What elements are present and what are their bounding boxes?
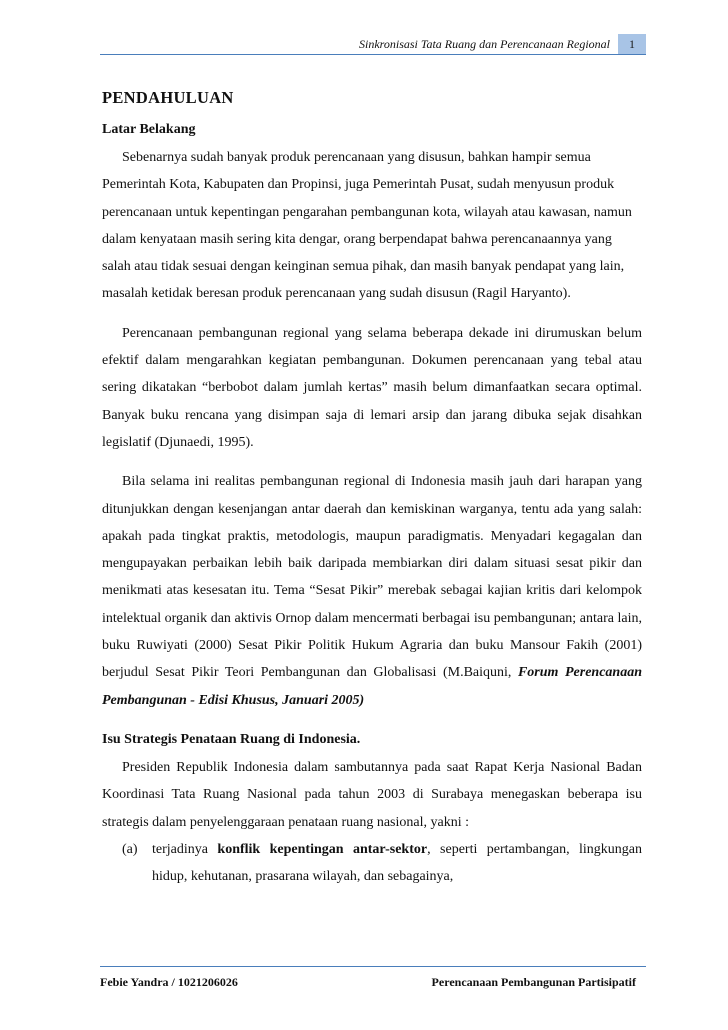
- section-heading-isu-strategis: Isu Strategis Penataan Ruang di Indonesia.: [102, 731, 361, 747]
- page-footer: [100, 966, 646, 987]
- list-item: [102, 836, 642, 891]
- footer-author: Febie Yandra / 1021206026: [100, 975, 238, 989]
- paragraph-4: Presiden Republik Indonesia dalam sambutannya pada saat Rapat Kerja Nasional Badan Koordinasi Tata Ruang Nasional pada tahun 2003 di Surabaya menegaskan beberapa isu strategis dalam penyelenggaraan penataan ruang nasional, yakni :: [102, 759, 642, 830]
- header-title: Sinkronisasi Tata Ruang dan Perencanaan Regional: [359, 37, 610, 51]
- page-header: [100, 34, 646, 55]
- citation-source: Forum Perencanaan Pembangunan - Edisi Khusus, Januari 2005): [102, 665, 642, 708]
- paragraph-3-text: Bila selama ini realitas pembangunan regional di Indonesia masih jauh dari harapan yang ditunjukkan dengan kesenjangan antar daerah dan kemiskinan warganya, tentu ada yang salah: apakah pada tingkat praktis, metodologis, maupun paradigmatis. Menyadari kegagalan dan mengupayakan perbaikan lebih baik daripada membiarkan diri dalam situasi sesat pikir dan menikmati atas kesesatan itu. Tema “Sesat Pikir” merebak sebagai kajian kritis dari kelompok intelektual organik dan aktivis Ornop dalam mencermati berbagai isu pembangunan; antara lain, buku Ruwiyati (2000) Sesat Pikir Politik Hukum Agraria dan buku Mansour Fakih (2001) berjudul Sesat Pikir Teori Pembangunan dan Globalisasi (M.Baiquni,: [102, 474, 642, 681]
- page-number: 1: [618, 34, 646, 54]
- paragraph-1: Sebenarnya sudah banyak produk perencanaan yang disusun, bahkan hampir semua Pemerintah Kota, Kabupaten dan Propinsi, juga Pemerintah Pusat, sudah menyusun produk perencanaan untuk kepentingan pengarahan pembangunan kota, wilayah atau kawasan, namun dalam kenyataan masih sering kita dengar, orang berpendapat bahwa perencanaannya yang salah atau tidak sesuai dengan keinginan semua pihak, dan masih banyak pendapat yang lain, masalah ketidak beresan produk perencanaan yang sudah disusun (Ragil Haryanto).: [102, 150, 632, 302]
- list-item-after: , seperti pertambangan, lingkungan hidup, kehutanan, prasarana wilayah, dan sebagainya,: [152, 841, 642, 885]
- paragraph-2: Perencanaan pembangunan regional yang selama beberapa dekade ini dirumuskan belum efektif dalam mengarahkan kegiatan pembangunan. Dokumen perencanaan yang tebal atau sering dikatakan “berbobot dalam jumlah kertas” masih belum dimanfaatkan secara optimal. Banyak buku rencana yang disimpan saja di lemari arsip dan jarang dibuka sejak disahkan legislatif (Djunaedi, 1995).: [102, 325, 642, 450]
- document-title: PENDAHULUAN: [102, 88, 234, 107]
- section-heading-latar-belakang: Latar Belakang: [102, 122, 196, 137]
- footer-course: Perencanaan Pembangunan Partisipatif: [431, 975, 636, 989]
- issue-list: [102, 836, 642, 891]
- list-item-before: terjadinya: [152, 841, 218, 857]
- document-body: [102, 88, 642, 890]
- list-item-bold: konflik kepentingan antar-sektor: [217, 841, 428, 857]
- list-marker: (a): [122, 841, 138, 857]
- paragraph-3: [102, 468, 642, 714]
